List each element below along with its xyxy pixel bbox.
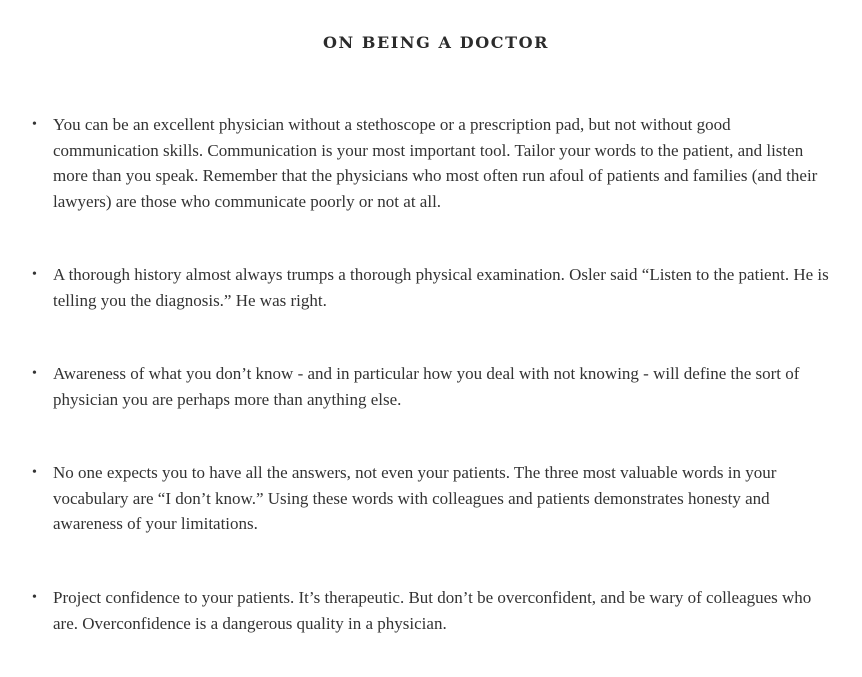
list-item (32, 112, 832, 214)
list-item-text: No one expects you to have all the answers, not even your patients. The three most valuable words in your vocabulary are “I don’t know.” Using these words with colleagues and patients demonstrates honesty and awareness of your limitations. (53, 463, 777, 533)
list-item-text: You can be an excellent physician without a stethoscope or a prescription pad, but not without good communication skills. Communication is your most important tool. Tailor your words to the patient, and listen more than you speak. Remember that the physicians who most often run afoul of patients and families (and their lawyers) are those who communicate poorly or not at all. (53, 115, 818, 211)
list-item-text: A thorough history almost always trumps a thorough physical examination. Osler said “Listen to the patient. He is telling you the diagnosis.” He was right. (53, 265, 829, 310)
bullet-icon: • (32, 366, 37, 381)
bullet-icon: • (32, 267, 37, 282)
list-item (32, 585, 832, 636)
bullet-icon: • (32, 590, 37, 605)
page-title: ON BEING A DOCTOR (322, 33, 550, 52)
list-item (32, 460, 832, 537)
list-item-text: Project confidence to your patients. It’s therapeutic. But don’t be overconfident, and be wary of colleagues who are. Overconfidence is a dangerous quality in a physician. (53, 588, 812, 633)
list-item-text: Awareness of what you don’t know - and in particular how you deal with not knowing - will define the sort of physician you are perhaps more than anything else. (53, 364, 800, 409)
bullet-icon: • (32, 465, 37, 480)
bullet-icon: • (32, 117, 37, 132)
list-item (32, 361, 832, 412)
list-item (32, 262, 832, 313)
